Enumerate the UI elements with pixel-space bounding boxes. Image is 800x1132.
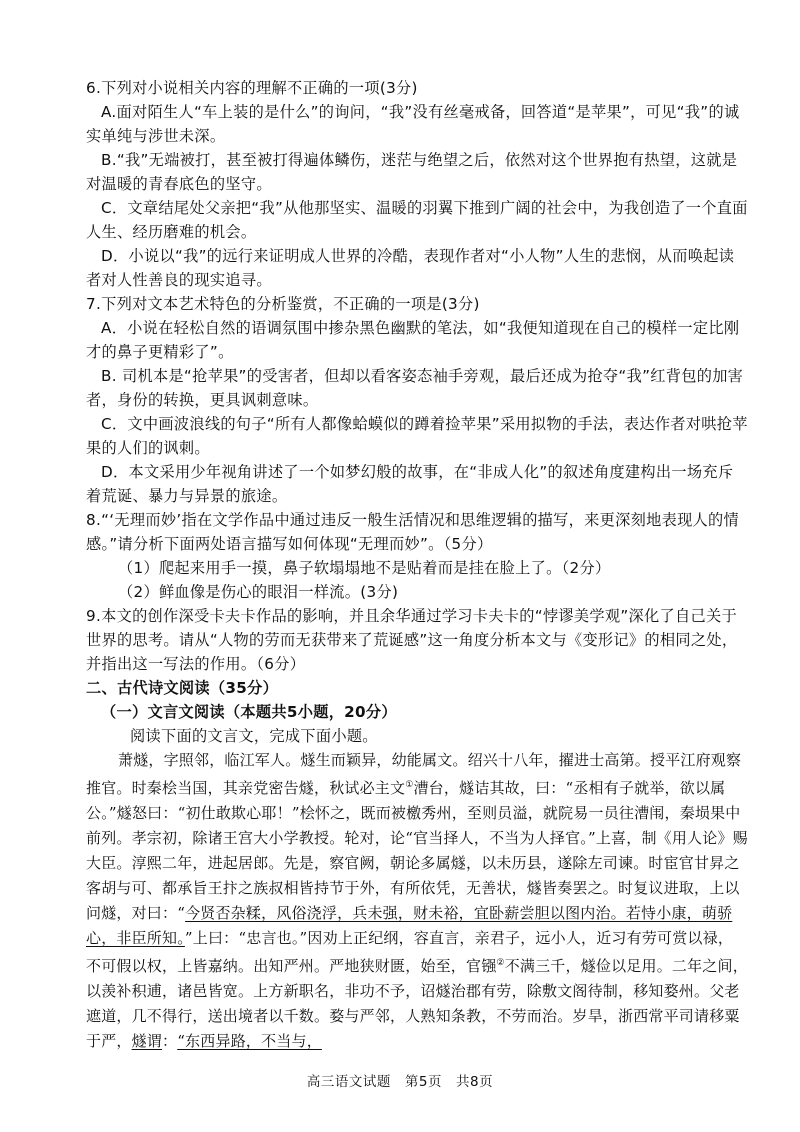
question-6-option-c: C．文章结尾处父亲把“我”从他那坚实、温暖的羽翼下推到广阔的社会中，为我创造了一个直面人生、经历磨难的机会。 bbox=[86, 199, 748, 241]
question-7 bbox=[86, 292, 748, 508]
underlined-sentence: 今贤否杂糅，风俗浇浮，兵未强，财未裕，宜卧薪尝胆以图内治。若恃小康，萌骄心，非臣所知。 bbox=[86, 904, 733, 947]
passage-text: 不满三千，燧俭以足用。二年之间，以羡补积逋，诸邑皆宽。上方新职名，非功不予，诏燧治郡有劳，除敷文阁待制，移知婺州。父老遮道，几不得行，送出境者以千数。婺与严邻，人熟知条教，不劳而治。岁旱，浙西常平司请移粟于严， bbox=[86, 957, 748, 1050]
passage-text: ： bbox=[162, 1032, 178, 1050]
passage-paragraph bbox=[86, 748, 748, 1054]
question-9 bbox=[86, 604, 748, 676]
passage-text: ”上曰：“忠言也。”因劝上正纪纲，容直言，亲君子，远小人，近习有劳可赏以禄，不可假以权，上皆嘉纳。出知严州。严地狭财匮，始至，官镪 bbox=[86, 929, 734, 975]
underlined-sentence: “东西异路，不当与， bbox=[177, 1032, 322, 1050]
question-7-option-d: D．本文采用少年视角讲述了一个如梦幻般的故事，在“非成人化”的叙述角度建构出一场充斥着荒诞、暴力与异景的旅途。 bbox=[86, 463, 734, 505]
reading-instruction: 阅读下面的文言文，完成下面小题。 bbox=[130, 727, 378, 745]
question-7-option-b: B. 司机本是“抢苹果”的受害者，但却以看客姿态袖手旁观，最后还成为抢夺“我”红背包的加害者，身份的转换，更具讽刺意味。 bbox=[86, 367, 744, 409]
passage-text: 漕台，燧诘其故，曰：“丞相有子就举，欲以属公。”燧怒曰：“初仕敢欺心耶！”桧怀之，既而被檄秀州，至则员溢，就院易一员往漕闱，秦埙果中前列。孝宗初，除诸王宫大小学教授。轮对，论“官当择人，不当为人择官。”上喜，制《用人论》赐大臣。淳熙二年，进起居郎。先是，察官阙，朝论多属燧，以未历县，遂除左司谏。时宦官甘昇之客胡与可、都承旨王抃之族叔相皆持节于外，有所依凭，无善状，燧皆奏罢之。时复议进取，上以问燧，对曰：“ bbox=[86, 779, 748, 922]
question-6-option-d: D．小说以“我”的远行来证明成人世界的冷酷，表现作者对“小人物”人生的悲悯，从而唤起读者对人性善良的现实追寻。 bbox=[86, 247, 735, 289]
classical-passage bbox=[86, 748, 748, 1054]
question-8-item-1: （1）爬起来用手一摸，鼻子软塌塌地不是贴着而是挂在脸上了。（2分） bbox=[118, 559, 611, 577]
section-2-subtitle: （一）文言文阅读（本题共5小题，20分） bbox=[101, 703, 397, 721]
question-7-option-c: C．文中画波浪线的句子“所有人都像蛤蟆似的蹲着捡苹果”采用拟物的手法，表达作者对哄抢苹果的人们的讽刺。 bbox=[86, 415, 748, 457]
page-footer: 高三语文试题 第5页 共8页 bbox=[306, 1074, 494, 1090]
question-8-stem: 8.“‘无理而妙’指在文学作品中通过违反一般生活情况和思维逻辑的描写，来更深刻地表现人的情感。”请分析下面两处语言描写如何体现“无理而妙”。（5分） bbox=[86, 511, 740, 553]
question-7-stem: 7.下列对文本艺术特色的分析鉴赏，不正确的一项是(3分) bbox=[86, 295, 480, 313]
question-6-stem: 6.下列对小说相关内容的理解不正确的一项(3分) bbox=[86, 79, 418, 97]
footnote-marker: ① bbox=[405, 780, 414, 790]
passage-text: 萧燧，字照邻，临江军人。燧生而颖异，幼能属文。绍兴十八年，擢进士高第。授平江府观察推官。时秦桧当国，其亲党密告燧，秋试必主文 bbox=[86, 751, 742, 797]
question-8 bbox=[86, 508, 748, 604]
question-6-option-a: A.面对陌生人“车上装的是什么”的询问，“我”没有丝毫戒备，回答道“是苹果”，可见“我”的诚实单纯与涉世未深。 bbox=[86, 103, 740, 145]
section-2 bbox=[86, 676, 748, 748]
question-8-item-2: （2）鲜血像是伤心的眼泪一样流。(3分) bbox=[118, 583, 399, 601]
underlined-sentence: 燧谓 bbox=[131, 1032, 163, 1050]
question-6-option-b: B.“我”无端被打，甚至被打得遍体鳞伤，迷茫与绝望之后，依然对这个世界抱有热望，这就是对温暖的青春底色的坚守。 bbox=[86, 151, 738, 193]
question-9-stem: 9.本文的创作深受卡夫卡作品的影响，并且余华通过学习卡夫卡的“悖谬美学观”深化了自己关于世界的思考。请从“人物的劳而无获带来了荒诞感”这一角度分析本文与《变形记》的相同之处，并指出这一写法的作用。（6分） bbox=[86, 607, 738, 673]
question-7-option-a: A．小说在轻松自然的语调氛围中掺杂黑色幽默的笔法，如“我便知道现在自己的模样一定比刚才的鼻子更精彩了”。 bbox=[86, 319, 740, 361]
section-2-title: 二、古代诗文阅读（35分） bbox=[86, 679, 279, 697]
footnote-marker: ② bbox=[496, 958, 505, 968]
question-6 bbox=[86, 76, 748, 292]
